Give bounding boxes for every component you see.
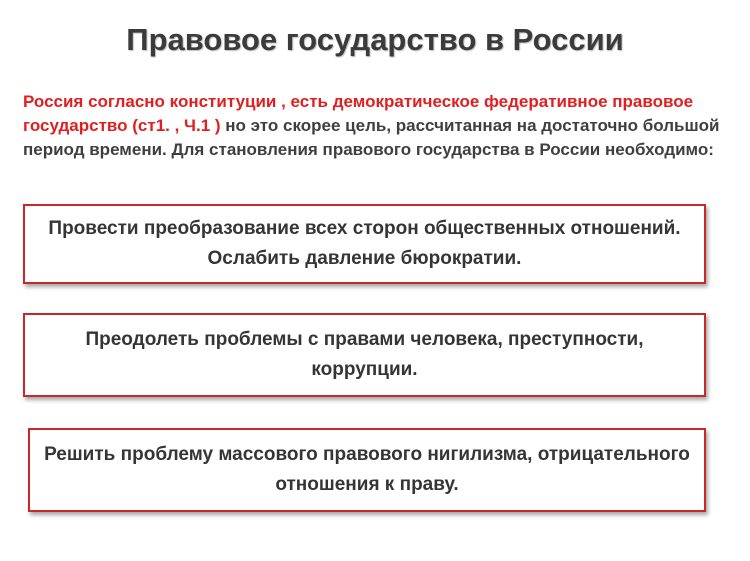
requirement-text-1: Провести преобразование всех сторон общественных отношений. Ослабить давление бюрократии. bbox=[48, 218, 681, 269]
requirement-box-1 bbox=[23, 204, 706, 284]
intro-paragraph bbox=[23, 90, 723, 162]
requirement-text-3: Решить проблему массового правового нигилизма, отрицательного отношения к праву. bbox=[44, 444, 690, 495]
requirement-text-2: Преодолеть проблемы с правами человека, преступности, коррупции. bbox=[85, 329, 644, 380]
slide-title: Правовое государство в России bbox=[126, 22, 624, 57]
intro-dark-text: но это скорее цель, рассчитанная на достаточно большой период времени. Для становления правового государства в России необходимо: bbox=[23, 116, 720, 159]
intro-red-text: Россия согласно конституции , есть демократическое федеративное правовое государство (ст1. , Ч.1 ) bbox=[23, 92, 694, 135]
requirement-box-3 bbox=[28, 428, 706, 512]
requirement-box-2 bbox=[23, 313, 706, 397]
